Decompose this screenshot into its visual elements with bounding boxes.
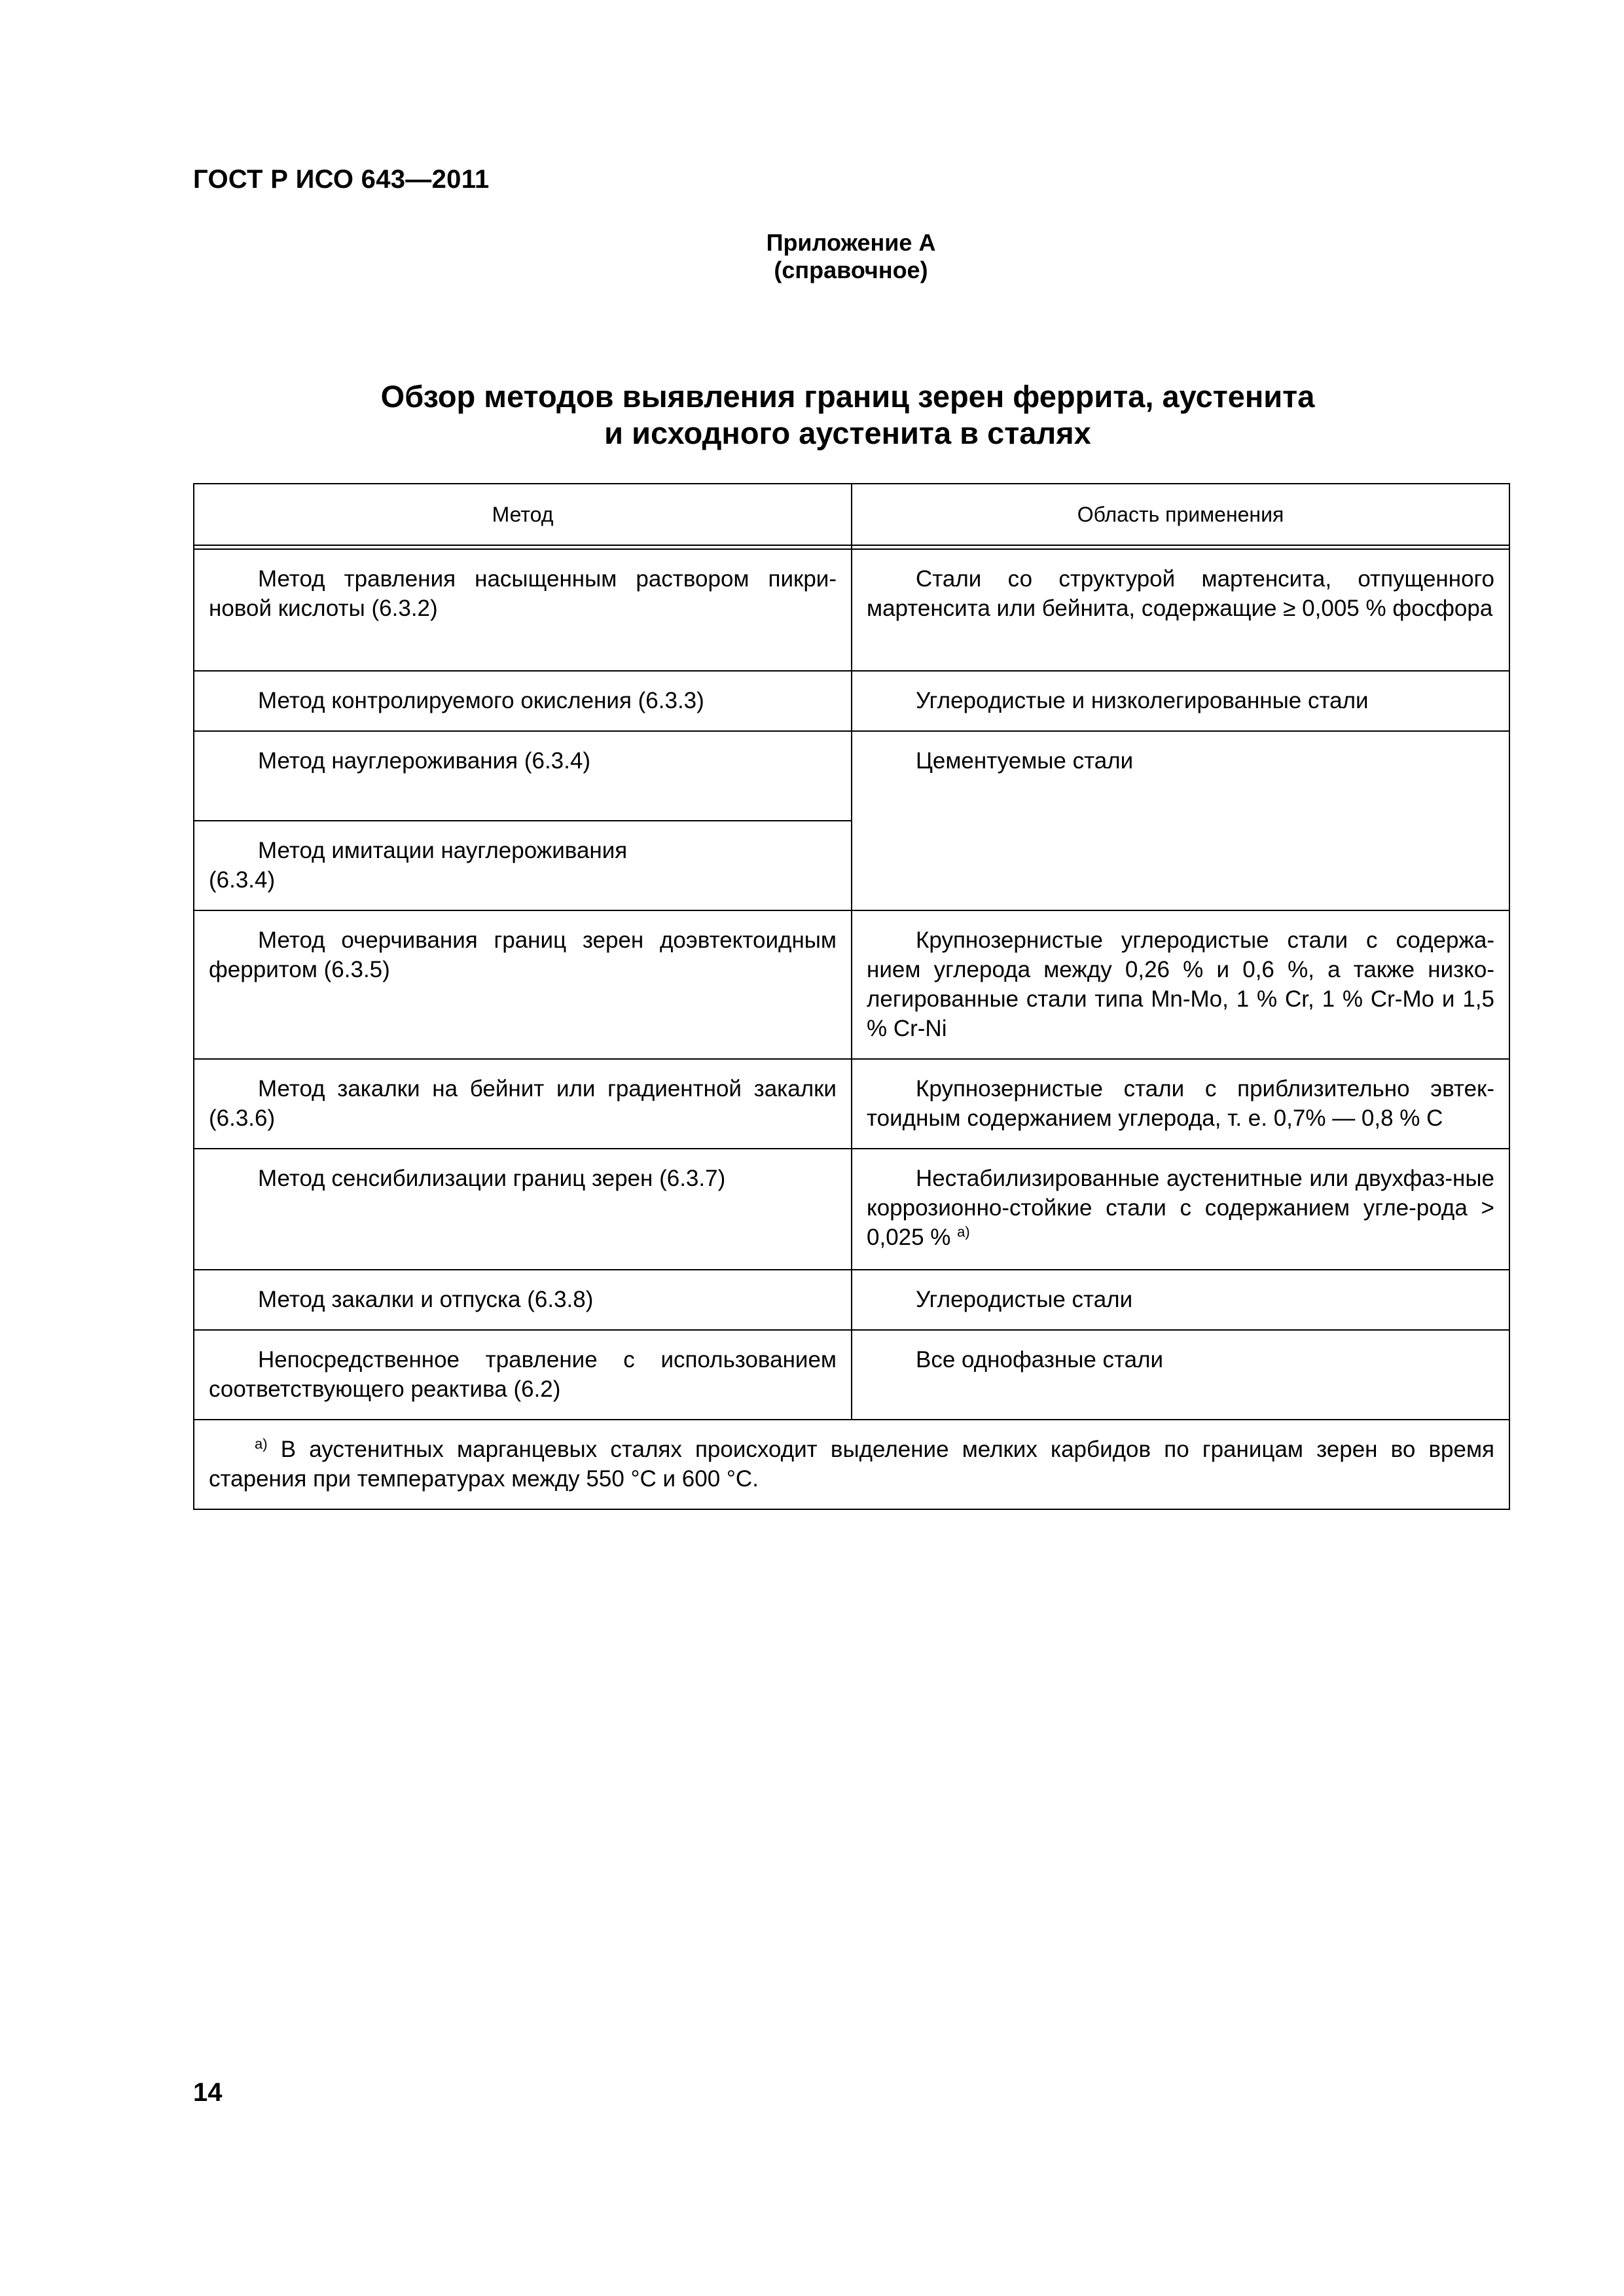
application-cell: Крупнозернистые стали с приблизительно эвтек-тоидным содержанием углерода, т. е. 0,7% — 0,8 % С bbox=[852, 1059, 1509, 1149]
application-text: Нестабилизированные аустенитные или двухфаз-ные коррозионно-стойкие стали с содержанием угле-рода > 0,025 % bbox=[867, 1166, 1494, 1250]
footnote-ref: a) bbox=[957, 1223, 970, 1240]
method-cell bbox=[194, 821, 852, 910]
application-cell: Углеродистые стали bbox=[852, 1270, 1509, 1330]
title-line-2: и исходного аустенита в сталях bbox=[604, 416, 1091, 450]
method-cell: Метод закалки и отпуска (6.3.8) bbox=[194, 1270, 852, 1330]
application-cell bbox=[852, 1149, 1509, 1270]
table-row bbox=[194, 1330, 1509, 1420]
page-number: 14 bbox=[193, 2078, 223, 2107]
title-line-1: Обзор методов выявления границ зерен феррита, аустенита bbox=[380, 379, 1315, 414]
method-cell: Метод сенсибилизации границ зерен (6.3.7) bbox=[194, 1149, 852, 1270]
table-row bbox=[194, 671, 1509, 731]
appendix-heading bbox=[687, 229, 1015, 284]
application-cell: Крупнозернистые углеродистые стали с содержа-нием углерода между 0,26 % и 0,6 %, а также низко-легированные стали типа Mn-Mo, 1 % Cr, 1 % Cr-Mo и 1,5 % Cr-Ni bbox=[852, 910, 1509, 1059]
appendix-type: (справочное) bbox=[774, 257, 928, 283]
appendix-label: Приложение А bbox=[766, 229, 936, 256]
page-title bbox=[259, 378, 1437, 452]
table-footnote-row bbox=[194, 1420, 1509, 1509]
method-cell: Метод закалки на бейнит или градиентной закалки (6.3.6) bbox=[194, 1059, 852, 1149]
column-header-method: Метод bbox=[194, 484, 852, 545]
table-row bbox=[194, 910, 1509, 1059]
table-row bbox=[194, 1059, 1509, 1149]
application-cell: Стали со структурой мартенсита, отпущенного мартенсита или бейнита, содержащие ≥ 0,005 % фосфора bbox=[852, 549, 1509, 671]
table-footnote bbox=[194, 1420, 1509, 1509]
method-line-2: (6.3.4) bbox=[209, 867, 276, 893]
document-code: ГОСТ Р ИСО 643—2011 bbox=[193, 165, 490, 194]
table-row bbox=[194, 1149, 1509, 1270]
column-header-application: Область применения bbox=[852, 484, 1509, 545]
application-cell: Все однофазные стали bbox=[852, 1330, 1509, 1420]
method-cell: Метод травления насыщенным раствором пикри-новой кислоты (6.3.2) bbox=[194, 549, 852, 671]
table-row bbox=[194, 549, 1509, 671]
application-cell: Цементуемые стали bbox=[852, 731, 1509, 910]
method-cell: Непосредственное травление с использованием соответствующего реактива (6.2) bbox=[194, 1330, 852, 1420]
table-row bbox=[194, 1270, 1509, 1330]
methods-table bbox=[193, 483, 1510, 1510]
footnote-text: В аустенитных марганцевых сталях происходит выделение мелких карбидов по границам зерен во время старения при температурах между 550 °С и 600 °С. bbox=[209, 1437, 1494, 1492]
method-cell: Метод контролируемого окисления (6.3.3) bbox=[194, 671, 852, 731]
method-cell: Метод науглероживания (6.3.4) bbox=[194, 731, 852, 821]
footnote-marker: a) bbox=[255, 1435, 268, 1452]
method-cell: Метод очерчивания границ зерен доэвтектоидным ферритом (6.3.5) bbox=[194, 910, 852, 1059]
table-header-row bbox=[194, 484, 1509, 545]
method-line-1: Метод имитации науглероживания bbox=[258, 838, 628, 863]
table-row bbox=[194, 731, 1509, 821]
application-cell: Углеродистые и низколегированные стали bbox=[852, 671, 1509, 731]
